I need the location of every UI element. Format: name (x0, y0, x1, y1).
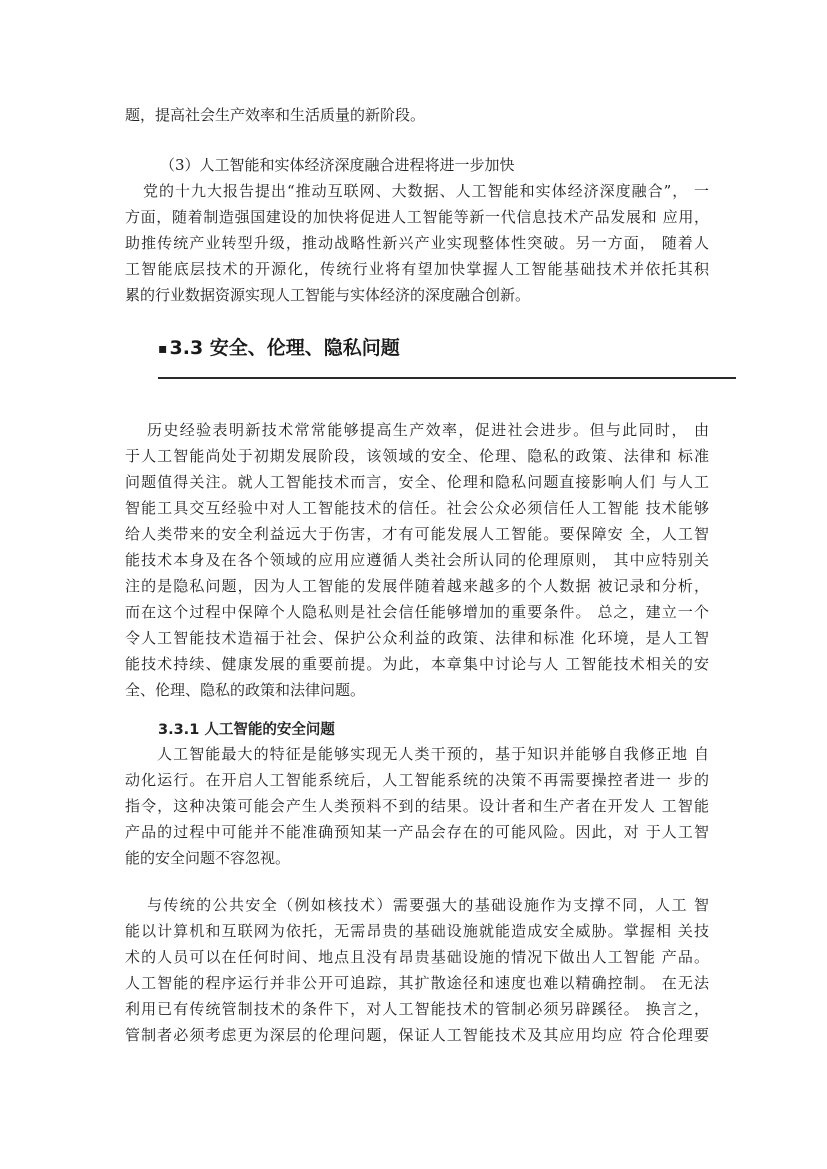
text-line: 人工智能最大的特征是能够实现无人类干预的，基于知识并能够自我修正地 自 (157, 745, 709, 763)
text-line: 能技术持续、健康发展的重要前提。为此，本章集中讨论与人 工智能技术相关的安 (125, 655, 709, 673)
fragment-paragraph (125, 102, 709, 128)
text-line: 指令，这种决策可能会产生人类预料不到的结果。设计者和生产者在开发人 工智能 (125, 797, 709, 815)
intro-paragraph (125, 417, 709, 703)
bullet-icon: ▪ (158, 340, 168, 357)
subsection-heading-3-3-1: 3.3.1 人工智能的安全问题 (158, 722, 335, 738)
text-line: 能以计算机和互联网为依托，无需昂贵的基础设施就能造成安全威胁。掌握相 关技 (125, 922, 709, 940)
text-line: 注的是隐私问题，因为人工智能的发展伴随着越来越多的个人数据 被记录和分析， (125, 577, 709, 595)
text-line: 工智能底层技术的开源化，传统行业将有望加快掌握人工智能基础技术并依托其积 (125, 260, 709, 278)
safety-paragraph-1 (125, 741, 709, 871)
subsection-heading-3: （3）人工智能和实体经济深度融合进程将进一步加快 (160, 156, 515, 174)
text-line: 党的十九大报告提出“推动互联网、大数据、人工智能和实体经济深度融合”， 一 (143, 182, 709, 200)
text-line: 产品的过程中可能并不能准确预知某一产品会存在的可能风险。因此，对 于人工智 (125, 823, 709, 841)
text-line: 全、伦理、隐私的政策和法律问题。 (125, 681, 366, 699)
section-title (158, 331, 400, 366)
text-line: 令人工智能技术造福于社会、保护公众利益的政策、法律和标准 化环境，是人工智 (125, 629, 709, 647)
text-line: 方面，随着制造强国建设的加快将促进人工智能等新一代信息技术产品发展和 应用， (125, 208, 709, 226)
section-title-text: 3.3 安全、伦理、隐私问题 (169, 337, 400, 359)
text-line: 动化运行。在开启人工智能系统后，人工智能系统的决策不再需要操控者进一 步的 (125, 771, 709, 789)
text-line: 而在这个过程中保障个人隐私则是社会信任能够增加的重要条件。 总之，建立一个 (125, 603, 709, 621)
text-line: 问题值得关注。就人工智能技术而言，安全、伦理和隐私问题直接影响人们 与人工 (125, 473, 709, 491)
text-line: 与传统的公共安全（例如核技术）需要强大的基础设施作为支撑不同，人工 智 (147, 896, 709, 914)
section-divider (158, 377, 736, 379)
text-line: 术的人员可以在任何时间、地点且没有昂贵基础设施的情况下做出人工智能 产品。 (125, 948, 709, 966)
text-line: 人工智能的程序运行并非公开可追踪，其扩散途径和速度也难以精确控制。 在无法 (125, 974, 709, 992)
text-line: 能的安全问题不容忽视。 (125, 849, 291, 867)
text-line: 智能工具交互经验中对人工智能技术的信任。社会公众必须信任人工智能 技术能够 (125, 499, 709, 517)
text-line: 助推传统产业转型升级，推动战略性新兴产业实现整体性突破。另一方面， 随着人 (125, 234, 709, 252)
text-line: 利用已有传统管制技术的条件下，对人工智能技术的管制必须另辟蹊径。 换言之， (125, 1000, 709, 1018)
text-line: 管制者必须考虑更为深层的伦理问题，保证人工智能技术及其应用均应 符合伦理要 (125, 1026, 709, 1044)
subsection-3-paragraph (125, 178, 709, 308)
text-line: 能技术本身及在各个领域的应用应遵循人类社会所认同的伦理原则， 其中应特别关 (125, 551, 709, 569)
text-line: 累的行业数据资源实现人工智能与实体经济的深度融合创新。 (125, 286, 531, 304)
text-line: 题，提高社会生产效率和生活质量的新阶段。 (125, 106, 426, 124)
safety-paragraph-2 (125, 892, 709, 1048)
text-line: 历史经验表明新技术常常能够提高生产效率，促进社会进步。但与此同时， 由 (147, 421, 709, 439)
text-line: 给人类带来的安全利益远大于伤害，才有可能发展人工智能。要保障安 全，人工智 (125, 525, 709, 543)
text-line: 于人工智能尚处于初期发展阶段，该领域的安全、伦理、隐私的政策、法律和 标准 (125, 447, 709, 465)
